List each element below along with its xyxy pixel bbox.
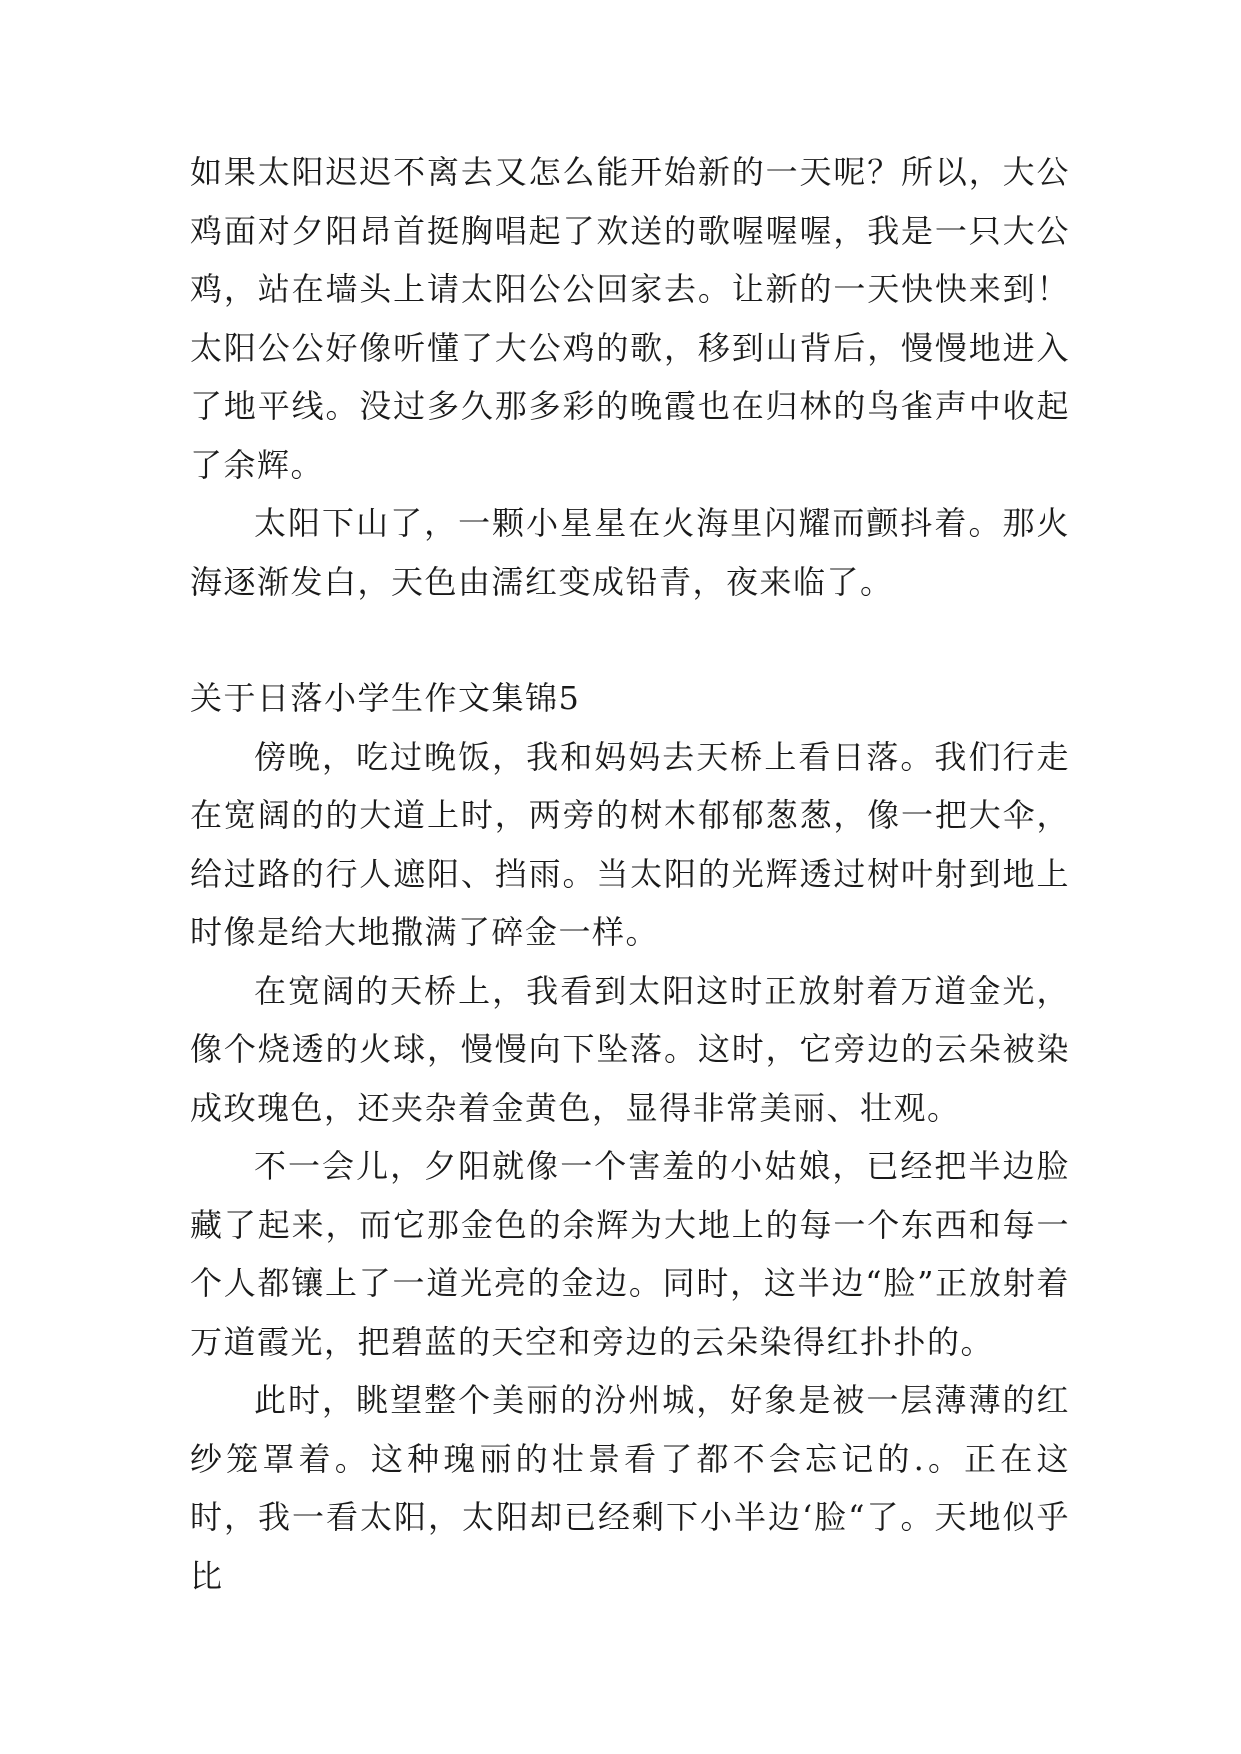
document-body [190, 143, 1070, 1605]
paragraph-continued: 如果太阳迟迟不离去又怎么能开始新的一天呢？所以，大公鸡面对夕阳昂首挺胸唱起了欢送的歌喔喔喔，我是一只大公鸡，站在墙头上请太阳公公回家去。让新的一天快快来到！太阳公公好像听懂了大公鸡的歌，移到山背后，慢慢地进入了地平线。没过多久那多彩的晚霞也在归林的鸟雀声中收起了余辉。 [190, 153, 1070, 484]
paragraph-city-view: 此时，眺望整个美丽的汾州城，好象是被一层薄薄的红纱笼罩着。这种瑰丽的壮景看了都不会忘记的.。正在这时，我一看太阳，太阳却已经剩下小半边‘脸“了。天地似乎比 [190, 1381, 1070, 1595]
paragraph-shy-sun: 不一会儿，夕阳就像一个害羞的小姑娘，已经把半边脸藏了起来，而它那金色的余辉为大地上的每一个东西和每一个人都镶上了一道光亮的金边。同时，这半边“脸”正放射着万道霞光，把碧蓝的天空和旁边的云朵染得红扑扑的。 [190, 1147, 1070, 1361]
section-heading: 关于日落小学生作文集锦5 [190, 679, 581, 717]
paragraph-evening-walk: 傍晚，吃过晚饭，我和妈妈去天桥上看日落。我们行走在宽阔的的大道上时，两旁的树木郁郁葱葱，像一把大伞，给过路的行人遮阳、挡雨。当太阳的光辉透过树叶射到地上时像是给大地撒满了碎金一样。 [190, 737, 1070, 951]
paragraph-overpass: 在宽阔的天桥上，我看到太阳这时正放射着万道金光，像个烧透的火球，慢慢向下坠落。这时，它旁边的云朵被染成玫瑰色，还夹杂着金黄色，显得非常美丽、壮观。 [190, 971, 1070, 1127]
paragraph-sunset-night: 太阳下山了，一颗小星星在火海里闪耀而颤抖着。那火海逐渐发白，天色由濡红变成铅青，夜来临了。 [190, 504, 1070, 601]
